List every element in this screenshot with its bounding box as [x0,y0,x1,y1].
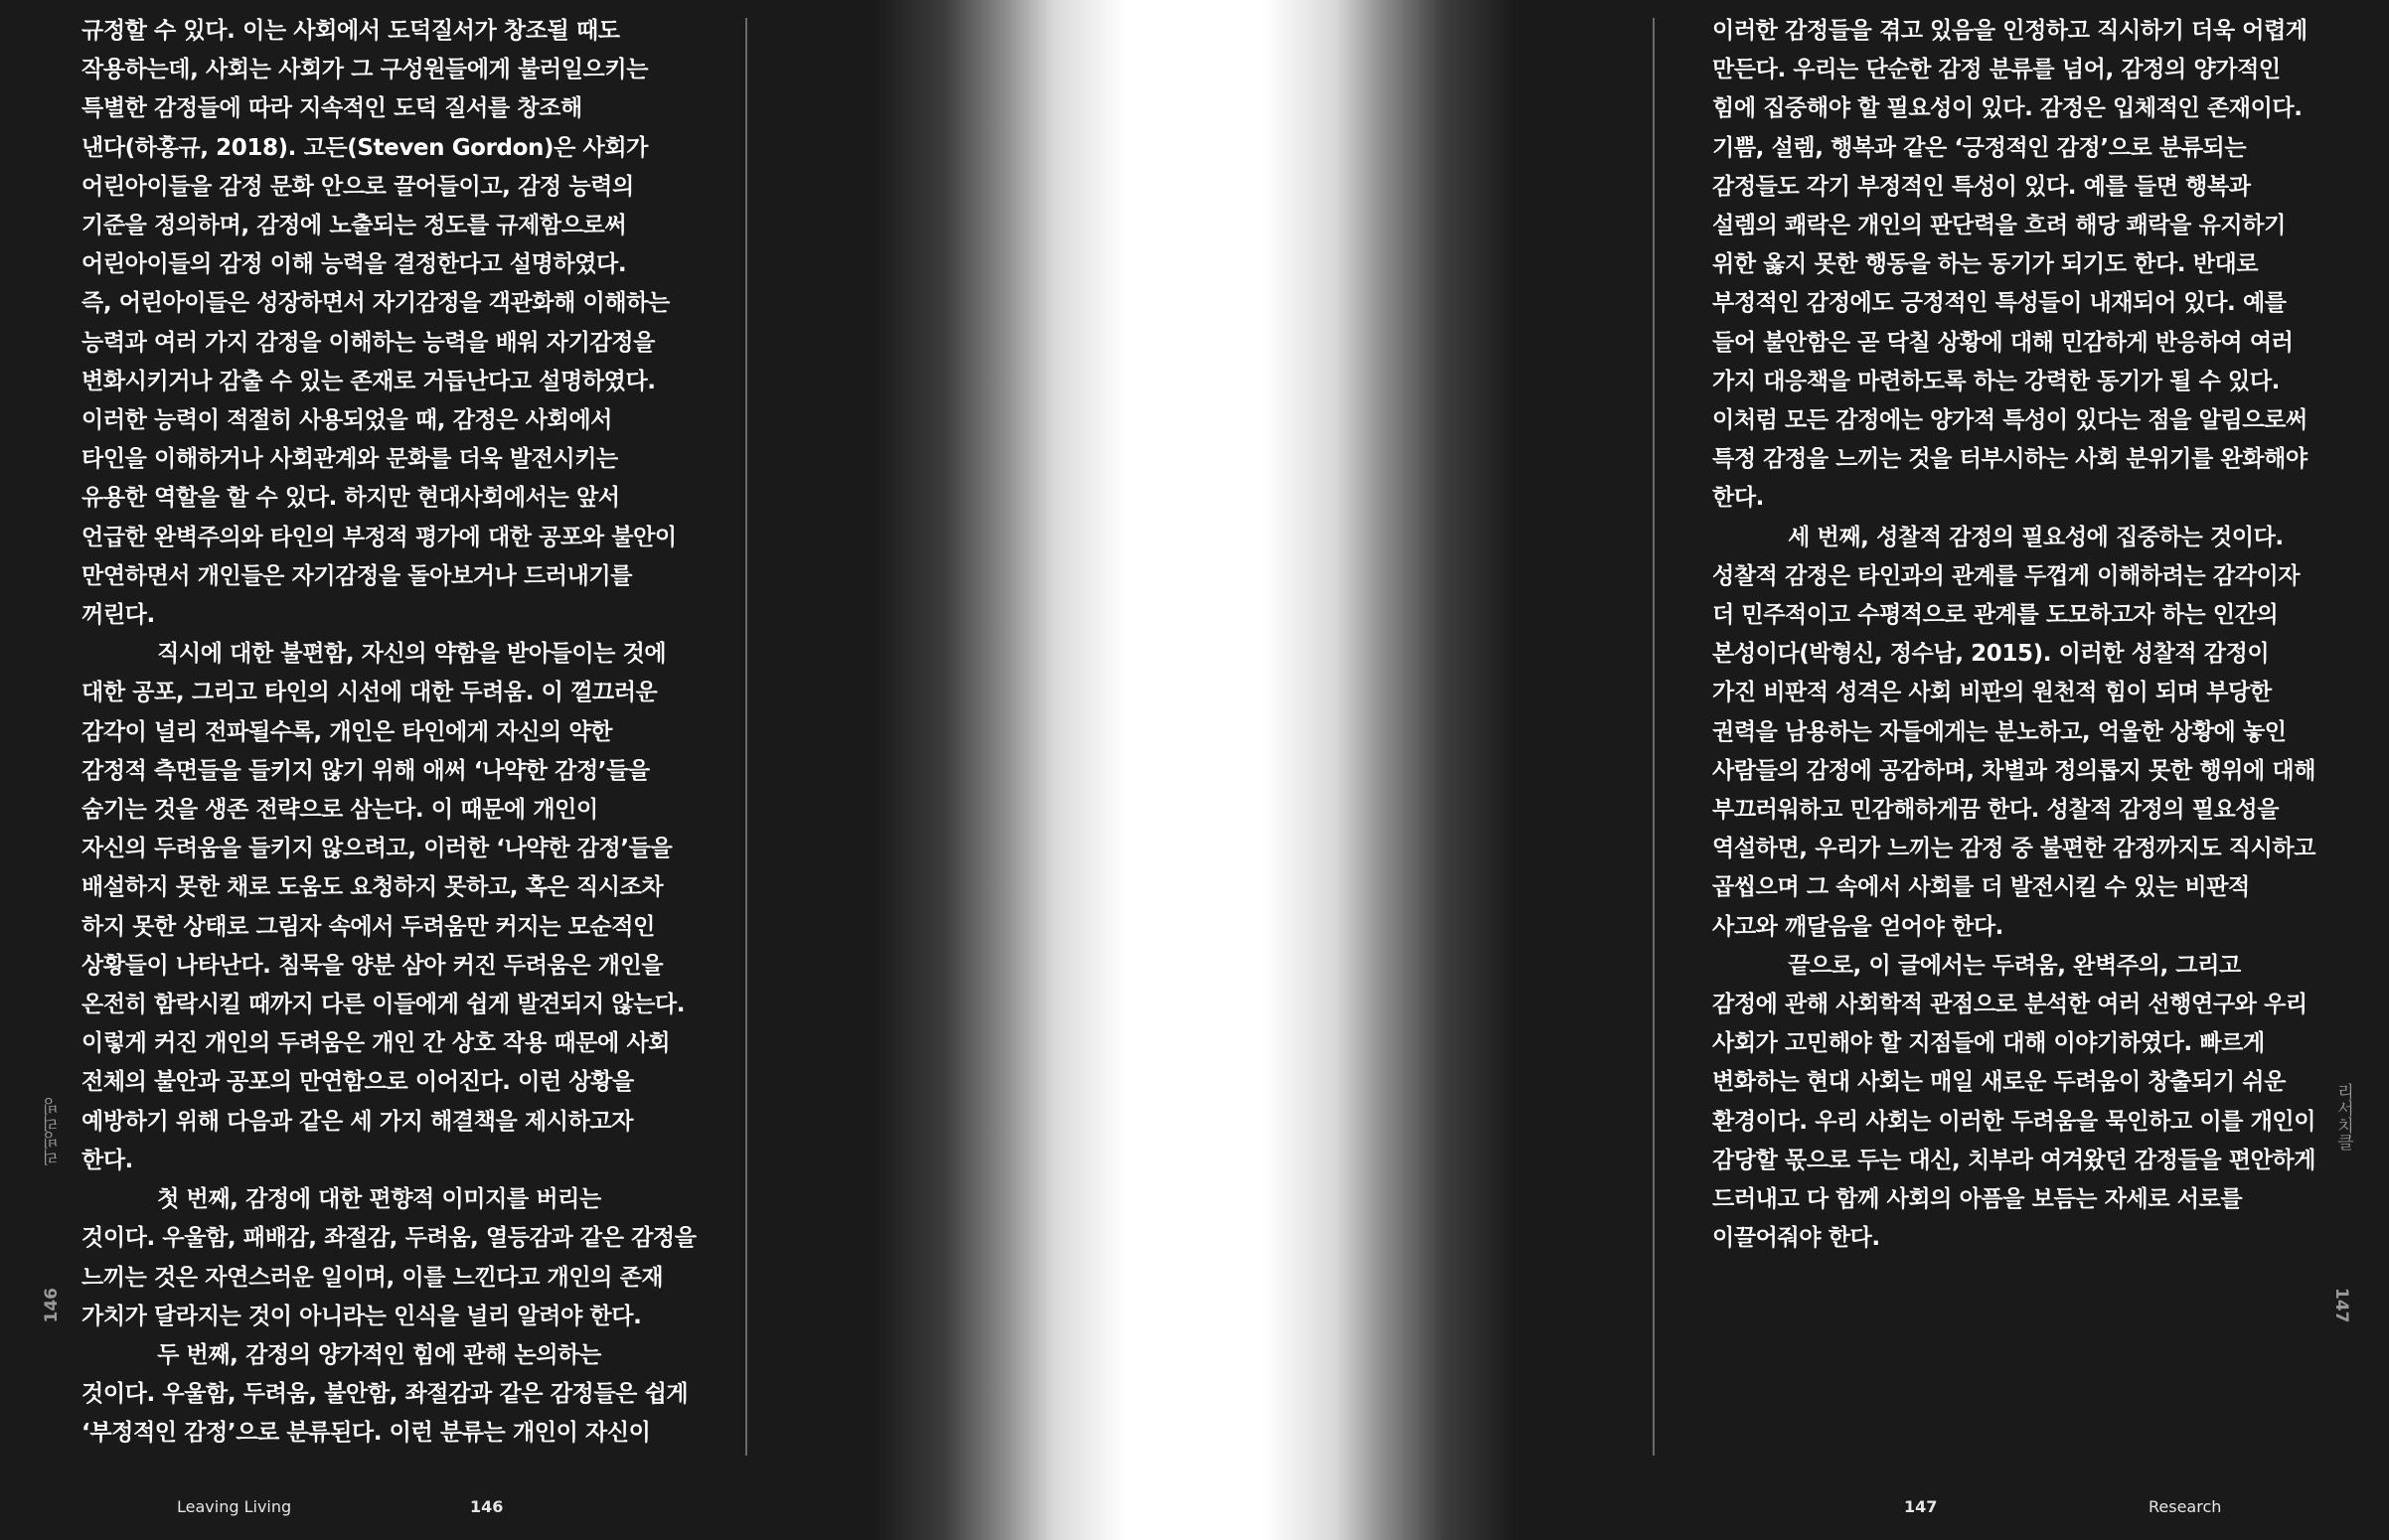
left-page-body-text: 규정할 수 있다. 이는 사회에서 도덕질서가 창조될 때도 작용하는데, 사회는 사회가 그 구성원들에게 불러일으키는 특별한 감정들에 따라 지속적인 도덕 질서를 창조해 낸다(하홍규, 2018). 고든(Steven Gordon)은 사회가 어린아이들을 감정 문화 안으로 끌어들이고, 감정 능력의 기준을 정의하며, 감정에 노출되는 정도를 규제함으로써 어린아이들의 감정 이해 능력을 결정한다고 설명하였다. 즉, 어린아이들은 성장하면서 자기감정을 객관화해 이해하는 능력과 여러 가지 감정을 이해하는 능력을 배워 자기감정을 변화시키거나 감출 수 있는 존재로 거듭난다고 설명하였다. 이러한 능력이 적절히 사용되었을 때, 감정은 사회에서 타인을 이해하거나 사회관계와 문화를 더욱 발전시키는 유용한 역할을 할 수 있다. 하지만 현대사회에서는 앞서 언급한 완벽주의와 타인의 부정적 평가에 대한 공포와 불안이 만연하면서 개인들은 자기감정을 돌아보거나 드러내기를 꺼린다. 직시에 대한 불편함, 자신의 약함을 받아들이는 것에 대한 공포, 그리고 타인의 시선에 대한 두려움. 이 껄끄러운 감각이 널리 전파될수록, 개인은 타인에게 자신의 약한 감정적 측면들을 들키지 않기 위해 애써 ‘나약한 감정’들을 숨기는 것을 생존 전략으로 삼는다. 이 때문에 개인이 자신의 두려움을 들키지 않으려고, 이러한 ‘나약한 감정’들을 배설하지 못한 채로 도움도 요청하지 못하고, 혹은 직시조차 하지 못한 상태로 그림자 속에서 두려움만 커지는 모순적인 상황들이 나타난다. 침묵을 양분 삼아 커진 두려움은 개인을 온전히 함락시킬 때까지 다른 이들에게 쉽게 발견되지 않는다. 이렇게 커진 개인의 두려움은 개인 간 상호 작용 때문에 사회 전체의 불안과 공포의 만연함으로 이어진다. 이런 상황을 예방하기 위해 다음과 같은 세 가지 해결책을 제시하고자 한다. 첫 번째, 감정에 대한 편향적 이미지를 버리는 것이다. 우울함, 패배감, 좌절감, 두려움, 열등감과 같은 감정을 느끼는 것은 자연스러운 일이며, 이를 느낀다고 개인의 존재 가치가 달라지는 것이 아니라는 인식을 널리 알려야 한다. 두 번째, 감정의 양가적인 힘에 관해 논의하는 것이다. 우울함, 두려움, 불안함, 좌절감과 같은 감정들은 쉽게 ‘부정적인 감정’으로 분류된다. 이런 분류는 개인이 자신이 [81,18,697,1447]
right-column-rule [1653,18,1655,1456]
left-side-page-number: 146 [42,1288,62,1323]
left-column-rule [745,18,747,1456]
right-footer-title: Research [2149,1497,2222,1516]
right-footer-page-number: 147 [1904,1497,1938,1516]
left-footer-title: Leaving Living [177,1497,292,1516]
right-page [1194,0,2389,1540]
left-footer-page-number: 146 [470,1497,504,1516]
right-side-page-number: 147 [2331,1288,2351,1323]
right-side-running-title: 리서치클 [2333,1083,2353,1151]
right-page-body-text: 이러한 감정들을 겪고 있음을 인정하고 직시하기 더욱 어렵게 만든다. 우리는 단순한 감정 분류를 넘어, 감정의 양가적인 힘에 집중해야 할 필요성이 있다. 감정은 입체적인 존재이다. 기쁨, 설렘, 행복과 같은 ‘긍정적인 감정’으로 분류되는 감정들도 각기 부정적인 특성이 있다. 예를 들면 행복과 설렘의 쾌락은 개인의 판단력을 흐려 해당 쾌락을 유지하기 위한 옳지 못한 행동을 하는 동기가 되기도 한다. 반대로 부정적인 감정에도 긍정적인 특성들이 내재되어 있다. 예를 들어 불안함은 곧 닥칠 상황에 대해 민감하게 반응하여 여러 가지 대응책을 마련하도록 하는 강력한 동기가 될 수 있다. 이처럼 모든 감정에는 양가적 특성이 있다는 점을 알림으로써 특정 감정을 느끼는 것을 터부시하는 사회 분위기를 완화해야 한다. 세 번째, 성찰적 감정의 필요성에 집중하는 것이다. 성찰적 감정은 타인과의 관계를 두껍게 이해하려는 감각이자 더 민주적이고 수평적으로 관계를 도모하고자 하는 인간의 본성이다(박형신, 정수남, 2015). 이러한 성찰적 감정이 가진 비판적 성격은 사회 비판의 원천적 힘이 되며 부당한 권력을 남용하는 자들에게는 분노하고, 억울한 상황에 놓인 사람들의 감정에 공감하며, 차별과 정의롭지 못한 행위에 대해 부끄러워하고 민감해하게끔 한다. 성찰적 감정의 필요성을 역설하면, 우리가 느끼는 감정 중 불편한 감정까지도 직시하고 곱씹으며 그 속에서 사회를 더 발전시킬 수 있는 비판적 사고와 깨달음을 얻어야 한다. 끝으로, 이 글에서는 두려움, 완벽주의, 그리고 감정에 관해 사회학적 관점으로 분석한 여러 선행연구와 우리 사회가 고민해야 할 지점들에 대해 이야기하였다. 빠르게 변화하는 현대 사회는 매일 새로운 두려움이 창출되기 쉬운 환경이다. 우리 사회는 이러한 두려움을 묵인하고 이를 개인이 감당할 몫으로 두는 대신, 치부라 여겨왔던 감정들을 편안하게 드러내고 다 함께 사회의 아픔을 보듬는 자세로 서로를 이끌어줘야 한다. [1712,18,2316,1252]
left-page [0,0,1194,1540]
left-side-running-title: 리빙리빙 [43,1098,63,1165]
